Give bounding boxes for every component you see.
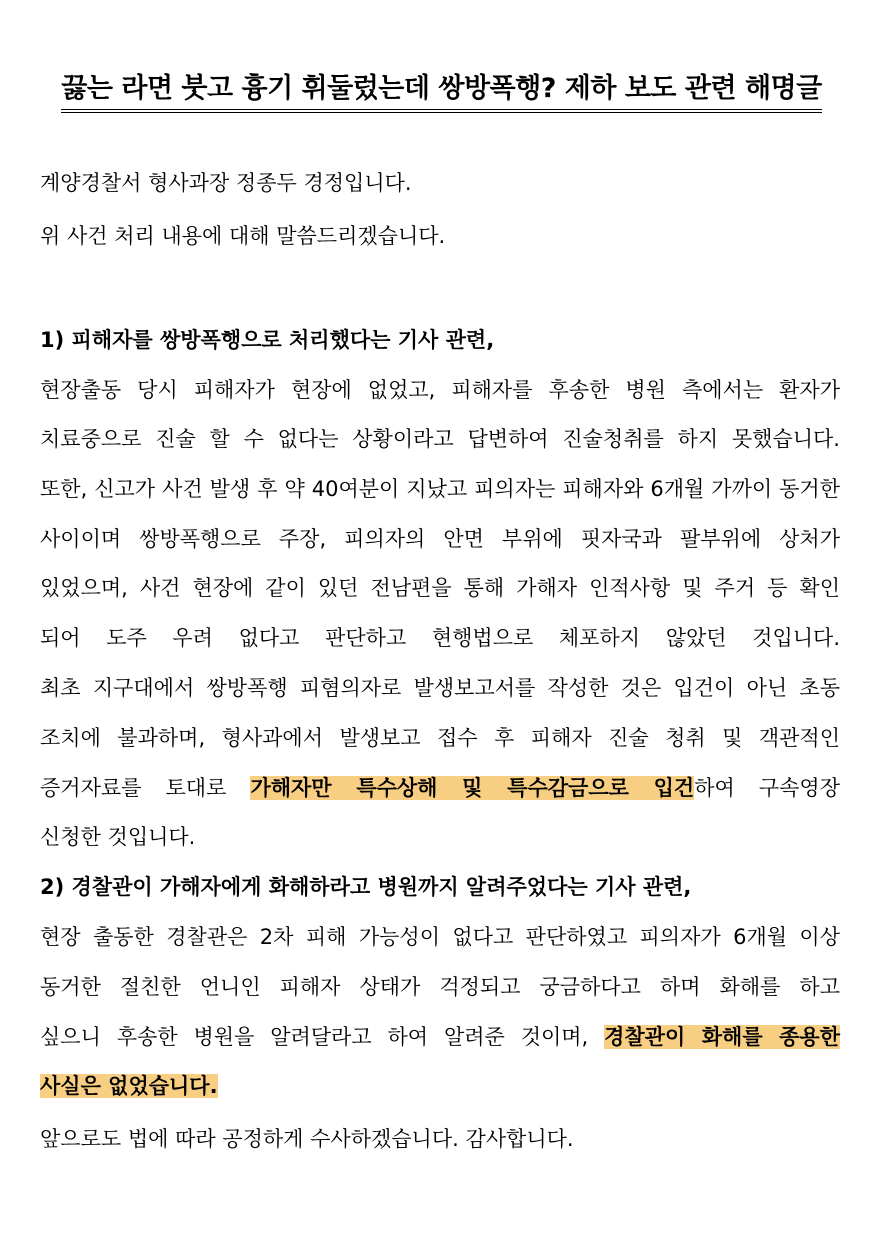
section1-line-8: 조치에 불과하며, 형사과에서 발생보고 접수 후 피해자 진술 청취 및 객관적인 xyxy=(40,726,840,750)
intro-line-2: 위 사건 처리 내용에 대해 말씀드리겠습니다. xyxy=(40,224,446,248)
section2-heading: 2) 경찰관이 가해자에게 화해하라고 병원까지 알려주었다는 기사 관련, xyxy=(40,875,692,899)
section1-line-9-post: 하여 구속영장 xyxy=(694,776,840,800)
closing-line: 앞으로도 법에 따라 공정하게 수사하겠습니다. 감사합니다. xyxy=(40,1127,574,1151)
section1-line-3: 또한, 신고가 사건 발생 후 약 40여분이 지났고 피의자는 피해자와 6개월 가까이 동거한 xyxy=(40,477,840,501)
section1-heading: 1) 피해자를 쌍방폭행으로 처리했다는 기사 관련, xyxy=(40,328,495,352)
section1-line-10: 신청한 것입니다. xyxy=(40,825,196,849)
section2-line-3-pre: 싶으니 후송한 병원을 알려달라고 하여 알려준 것이며, xyxy=(40,1025,605,1049)
section2-line-3 xyxy=(40,1022,840,1052)
section1-line-2: 치료중으로 진술 할 수 없다는 상황이라고 답변하여 진술청취를 하지 못했습니다. xyxy=(40,427,840,451)
section1-line-9-pre: 증거자료를 토대로 xyxy=(40,776,251,800)
section1-line-7: 최초 지구대에서 쌍방폭행 피혐의자로 발생보고서를 작성한 것은 입건이 아닌 초동 xyxy=(40,676,840,700)
section1-line-4: 사이이며 쌍방폭행으로 주장, 피의자의 안면 부위에 핏자국과 팔부위에 상처가 xyxy=(40,527,840,551)
section2-line-2: 동거한 절친한 언니인 피해자 상태가 걱정되고 궁금하다고 하며 화해를 하고 xyxy=(40,975,840,999)
title-text: 끓는 라면 붓고 흉기 휘둘렀는데 쌍방폭행? 제하 보도 관련 해명글 xyxy=(61,72,821,113)
section1-line-6: 되어 도주 우려 없다고 판단하고 현행법으로 체포하지 않았던 것입니다. xyxy=(40,626,840,650)
intro-line-1: 계양경찰서 형사과장 정종두 경정입니다. xyxy=(40,171,412,195)
section1-line-5: 있었으며, 사건 현장에 같이 있던 전남편을 통해 가해자 인적사항 및 주거 등 확인 xyxy=(40,576,840,600)
section2-line-4 xyxy=(40,1071,840,1101)
highlight-no-fact: 사실은 없었습니다. xyxy=(40,1074,218,1098)
section1-line-9 xyxy=(40,773,840,803)
highlight-indictment: 가해자만 특수상해 및 특수감금으로 입건 xyxy=(250,776,695,800)
document-title xyxy=(0,72,883,113)
section2-line-1: 현장 출동한 경찰관은 2차 피해 가능성이 없다고 판단하였고 피의자가 6개월 이상 xyxy=(40,925,840,949)
highlight-reconciliation: 경찰관이 화해를 종용한 xyxy=(604,1025,840,1049)
section1-line-1: 현장출동 당시 피해자가 현장에 없었고, 피해자를 후송한 병원 측에서는 환자가 xyxy=(40,378,840,402)
